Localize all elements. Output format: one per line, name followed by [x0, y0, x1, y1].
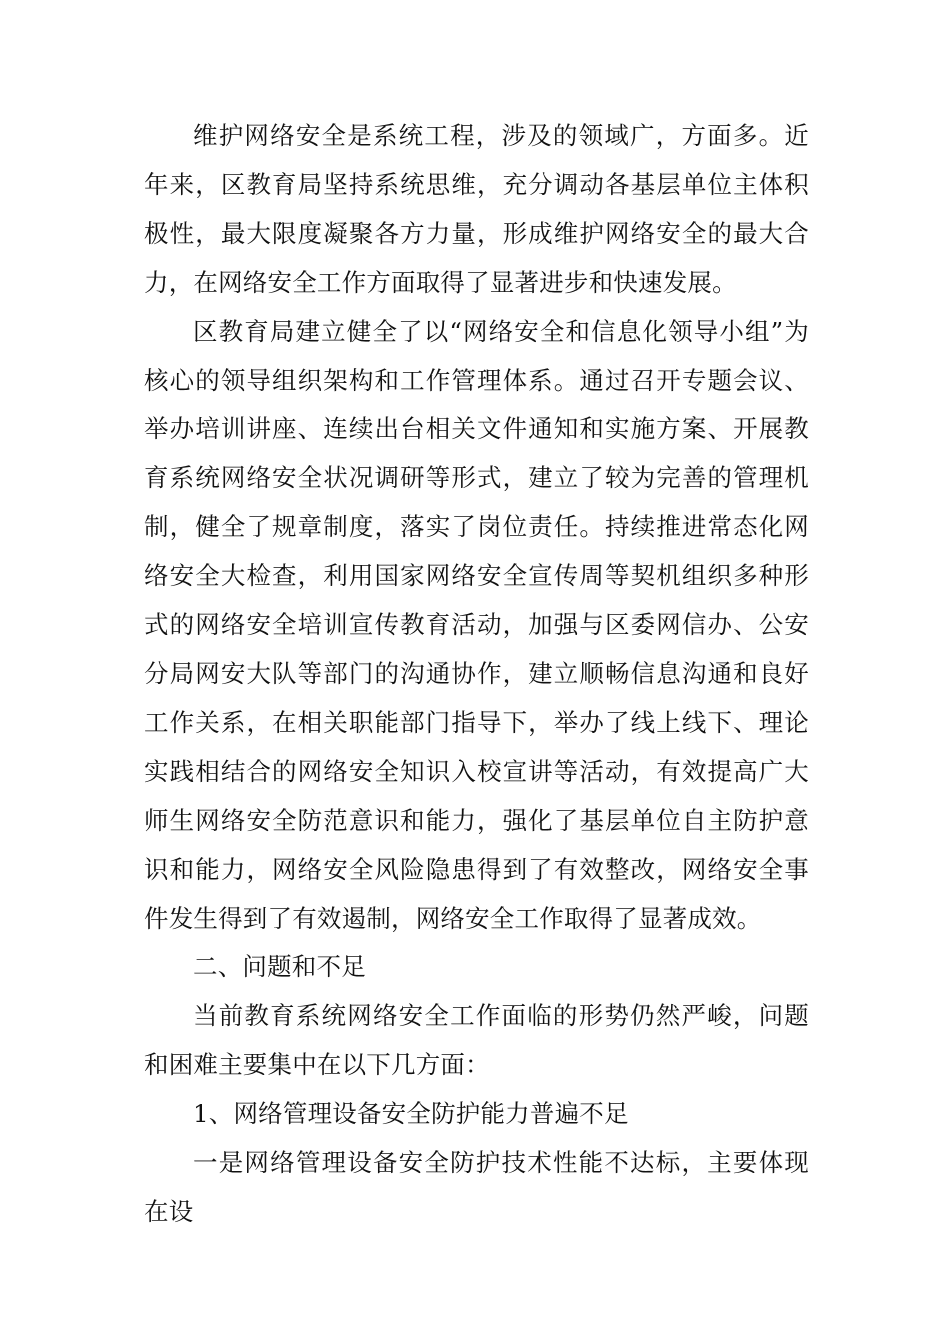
- paragraph-device-protection: 一是网络管理设备安全防护技术性能不达标，主要体现在设: [144, 1148, 809, 1226]
- paragraph-intro: 维护网络安全是系统工程，涉及的领域广，方面多。近年来，区教育局坚持系统思维，充分调动各基层单位主体积极性，最大限度凝聚各方力量，形成维护网络安全的最大合力，在网络安全工作方面取得了显著进步和快速发展。: [144, 121, 809, 297]
- paragraph-problems-intro: 当前教育系统网络安全工作面临的形势仍然严峻，问题和困难主要集中在以下几方面：: [144, 1001, 809, 1080]
- subheading-device-protection: 1、网络管理设备安全防护能力普遍不足: [193, 1099, 629, 1129]
- document-body: [144, 112, 809, 1237]
- paragraph-achievements: 区教育局建立健全了以“网络安全和信息化领导小组”为核心的领导组织架构和工作管理体系。通过召开专题会议、举办培训讲座、连续出台相关文件通知和实施方案、开展教育系统网络安全状况调研等形式，建立了较为完善的管理机制，健全了规章制度，落实了岗位责任。持续推进常态化网络安全大检查，利用国家网络安全宣传周等契机组织多种形式的网络安全培训宣传教育活动，加强与区委网信办、公安分局网安大队等部门的沟通协作，建立顺畅信息沟通和良好工作关系，在相关职能部门指导下，举办了线上线下、理论实践相结合的网络安全知识入校宣讲等活动，有效提高广大师生网络安全防范意识和能力，强化了基层单位自主防护意识和能力，网络安全风险隐患得到了有效整改，网络安全事件发生得到了有效遏制，网络安全工作取得了显著成效。: [144, 316, 809, 933]
- section-heading-problems: 二、问题和不足: [193, 952, 366, 982]
